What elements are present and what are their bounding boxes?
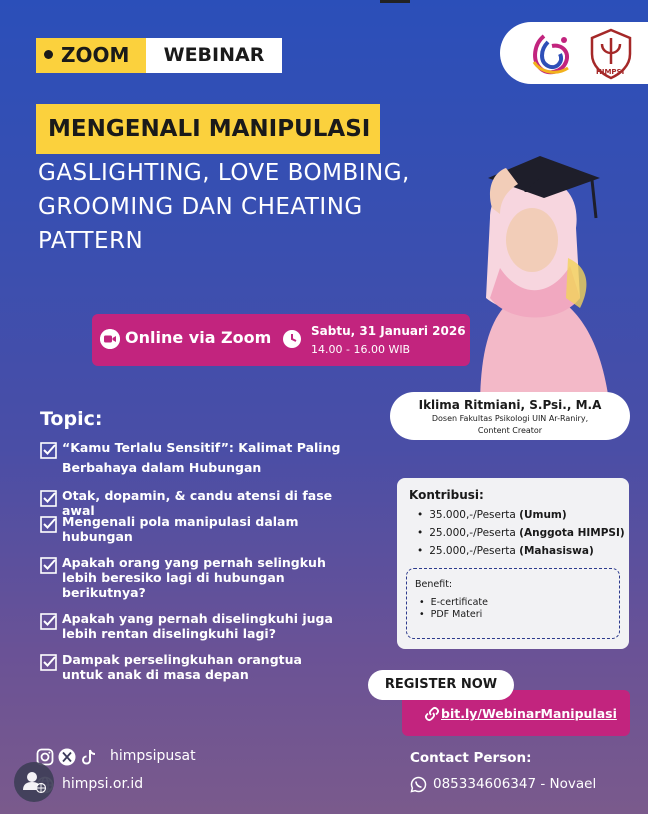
topic-line: berikutnya?	[62, 585, 146, 600]
topic-item	[40, 440, 360, 475]
clock-icon	[282, 329, 302, 349]
topic-text	[62, 514, 360, 544]
website-url[interactable]: himpsi.or.id	[62, 776, 144, 792]
account-button[interactable]	[14, 762, 54, 802]
top-notch	[380, 0, 410, 3]
topic-line: lebih beresiko lagi di hubungan	[62, 570, 285, 585]
webinar-badge: WEBINAR	[146, 38, 282, 73]
contribution-card	[397, 478, 629, 649]
event-mode: Online via Zoom	[125, 328, 272, 347]
event-time: 14.00 - 16.00 WIB	[311, 343, 411, 356]
speaker-role: Dosen Fakultas Psikologi UIN Ar-Raniry,	[431, 414, 589, 423]
benefit-title: Benefit:	[415, 579, 453, 590]
register-now-button[interactable]: REGISTER NOW	[368, 670, 514, 700]
contribution-price: 25.000,-/Peserta	[429, 545, 516, 557]
whatsapp-icon	[410, 776, 427, 793]
zoom-badge	[36, 38, 146, 73]
topic-line: Berbahaya dalam Hubungan	[62, 460, 262, 475]
contact-number[interactable]: 085334606347 - Novael	[433, 776, 597, 792]
contribution-item	[417, 542, 625, 560]
contribution-category: (Mahasiswa)	[519, 545, 594, 557]
x-twitter-icon[interactable]	[58, 748, 76, 766]
topic-item	[40, 555, 360, 600]
topic-line: lebih rentan diselingkuhi lagi?	[62, 626, 276, 641]
contact-title: Contact Person:	[410, 750, 532, 766]
himpsi-logo-label: HIMPSI	[596, 68, 625, 76]
zoom-badge-label: ZOOM	[61, 43, 130, 67]
benefit-list	[419, 597, 488, 621]
speaker-card	[390, 392, 630, 440]
topic-line: Apakah orang yang pernah selingkuh	[62, 555, 326, 570]
topic-line: hubungan	[62, 529, 133, 544]
topic-item	[40, 514, 360, 544]
subtitle-line: GROOMING DAN CHEATING	[38, 194, 363, 220]
registration-link[interactable]: bit.ly/WebinarManipulasi	[441, 706, 617, 721]
benefit-item: • E-certificate	[419, 597, 488, 609]
topic-text	[62, 652, 360, 682]
social-handle: himpsipusat	[110, 748, 196, 764]
contribution-price: 35.000,-/Peserta	[429, 509, 516, 521]
contribution-item	[417, 506, 625, 524]
anniversary-logo-icon	[526, 32, 574, 78]
topic-line: untuk anak di masa depan	[62, 667, 249, 682]
subtitle	[38, 156, 438, 258]
checkbox-icon	[40, 557, 57, 574]
topic-line: Mengenali pola manipulasi dalam	[62, 514, 299, 529]
checkbox-icon	[40, 654, 57, 671]
topic-text	[62, 555, 360, 600]
speaker-name: Iklima Ritmiani, S.Psi., M.A	[418, 398, 602, 412]
topic-text	[62, 611, 360, 641]
contribution-item	[417, 524, 625, 542]
user-icon	[14, 762, 54, 802]
topic-line: “Kamu Terlalu Sensitif”: Kalimat Paling	[62, 440, 341, 455]
speaker-role: Content Creator	[477, 426, 543, 435]
benefit-item: • PDF Materi	[419, 609, 488, 621]
tiktok-icon[interactable]	[80, 748, 98, 766]
dot-icon	[44, 50, 53, 59]
event-date: Sabtu, 31 Januari 2026	[311, 324, 466, 338]
checkbox-icon	[40, 490, 57, 507]
topic-item	[40, 652, 360, 682]
contribution-category: (Anggota HIMPSI)	[519, 527, 625, 539]
subtitle-line: GASLIGHTING, LOVE BOMBING,	[38, 160, 410, 186]
speaker-photo	[440, 148, 630, 408]
contribution-price: 25.000,-/Peserta	[429, 527, 516, 539]
video-camera-icon	[100, 329, 120, 349]
topic-line: Dampak perselingkuhan orangtua	[62, 652, 302, 667]
topic-text	[62, 440, 360, 475]
topic-line: Apakah yang pernah diselingkuhi juga	[62, 611, 333, 626]
contribution-category: (Umum)	[519, 509, 567, 521]
link-icon	[424, 706, 440, 722]
contribution-title: Kontribusi:	[409, 488, 484, 502]
main-title: MENGENALI MANIPULASI	[36, 104, 380, 154]
checkbox-icon	[40, 613, 57, 630]
topic-heading: Topic:	[40, 408, 103, 430]
topic-item	[40, 611, 360, 641]
topic-line: Otak, dopamin, & candu atensi di fase awal	[62, 488, 333, 518]
contribution-list	[417, 506, 625, 560]
benefit-box	[406, 568, 620, 639]
checkbox-icon	[40, 442, 57, 459]
checkbox-icon	[40, 516, 57, 533]
subtitle-line: PATTERN	[38, 228, 144, 254]
